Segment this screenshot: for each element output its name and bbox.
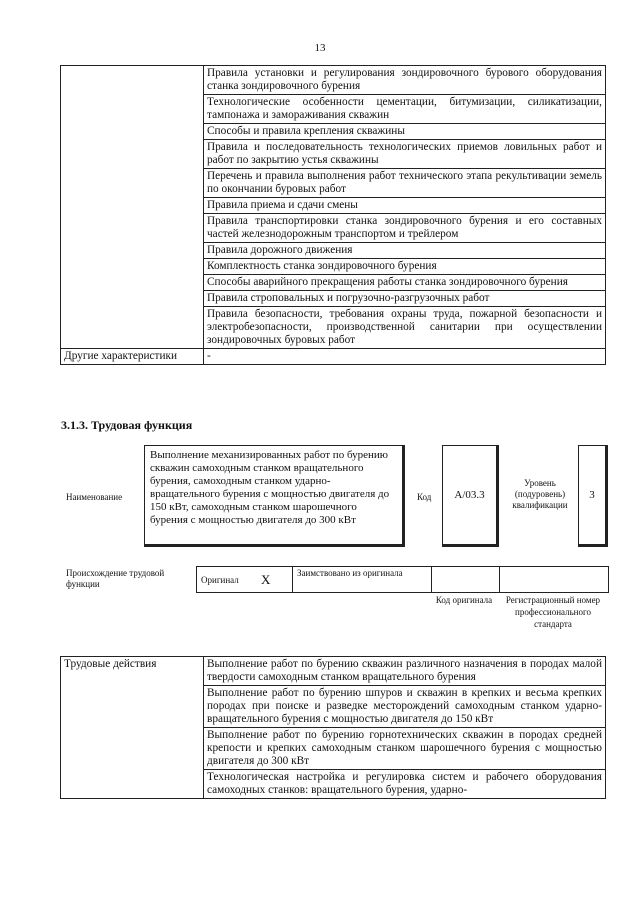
naming-label: Наименование <box>66 492 123 502</box>
naming-value: Выполнение механизированных работ по бурению скважин самоходным станком вращательного бурения, самоходным станком ударно-вращательного бурения с мощностью двигателя до 150 кВт, самоходным станком шарошечного бурения с мощностью двигателя до 300 кВт <box>144 445 405 547</box>
table-row <box>61 657 606 686</box>
table-row <box>197 567 609 593</box>
knowledge-item: Правила установки и регулирования зондировочного бурового оборудования станка зондировочного бурения <box>204 66 606 95</box>
origin-code-cell <box>432 567 500 593</box>
knowledge-item: Правила транспортировки станка зондировочного бурения и его составных частей железнодорожным транспортом и трейлером <box>204 214 606 243</box>
table-label-cell <box>61 66 204 349</box>
table-row <box>61 349 606 365</box>
qualification-level-value: 3 <box>578 445 608 547</box>
knowledge-item: Правила дорожного движения <box>204 243 606 259</box>
knowledge-item: Правила и последовательность технологических приемов ловильных работ и работ по закрытию устья скважины <box>204 140 606 169</box>
labor-action-item: Выполнение работ по бурению горнотехнических скважин в породах средней крепости и крепких самоходным станком шарошечного бурения с мощностью двигателя до 300 кВт <box>204 728 606 770</box>
qualification-level-label: Уровень (подуровень) квалификации <box>512 478 568 510</box>
knowledge-item: Перечень и правила выполнения работ технического этапа рекультивации земель по окончании буровых работ <box>204 169 606 198</box>
labor-actions-label: Трудовые действия <box>61 657 204 799</box>
origin-code-caption: Код оригинала <box>435 595 493 605</box>
other-characteristics-value: - <box>204 349 606 365</box>
code-value: А/03.3 <box>442 445 499 547</box>
origin-label: Происхождение трудовой функции <box>66 568 165 589</box>
knowledge-item: Способы аварийного прекращения работы станка зондировочного бурения <box>204 275 606 291</box>
original-mark: X <box>257 567 293 593</box>
borrowed-label: Заимствовано из оригинала <box>293 567 432 593</box>
section-title: 3.1.3. Трудовая функция <box>61 418 193 432</box>
knowledge-item: Правила приема и сдачи смены <box>204 198 606 214</box>
other-characteristics-label: Другие характеристики <box>61 349 204 365</box>
knowledge-item: Способы и правила крепления скважины <box>204 124 606 140</box>
registration-number-cell <box>500 567 609 593</box>
page-number: 13 <box>314 42 326 54</box>
origin-table <box>196 566 609 593</box>
labor-action-item: Выполнение работ по бурению шпуров и скважин в крепких и весьма крепких породах при поиске и разведке месторождений самоходным станком ударно-вращательного бурения с мощностью двигателя до 150 кВт <box>204 686 606 728</box>
labor-action-item: Технологическая настройка и регулировка систем и рабочего оборудования самоходных станков: вращательного бурения, ударно- <box>204 770 606 799</box>
knowledge-item: Технологические особенности цементации, битумизации, силикатизации, тампонажа и замораживания скважин <box>204 95 606 124</box>
table-row <box>61 66 606 95</box>
registration-number-caption: Регистрационный номер профессионального стандарта <box>505 595 601 629</box>
code-label: Код <box>417 492 432 502</box>
knowledge-item: Правила строповальных и погрузочно-разгрузочных работ <box>204 291 606 307</box>
original-label: Оригинал <box>197 567 258 593</box>
knowledge-item: Правила безопасности, требования охраны труда, пожарной безопасности и электробезопасности, производственной санитарии при осуществлении зондировочных буровых работ <box>204 307 606 349</box>
labor-action-item: Выполнение работ по бурению скважин различного назначения в породах малой твердости самоходным станком вращательного бурения <box>204 657 606 686</box>
knowledge-table <box>60 65 606 365</box>
labor-actions-table <box>60 656 606 799</box>
knowledge-item: Комплектность станка зондировочного бурения <box>204 259 606 275</box>
